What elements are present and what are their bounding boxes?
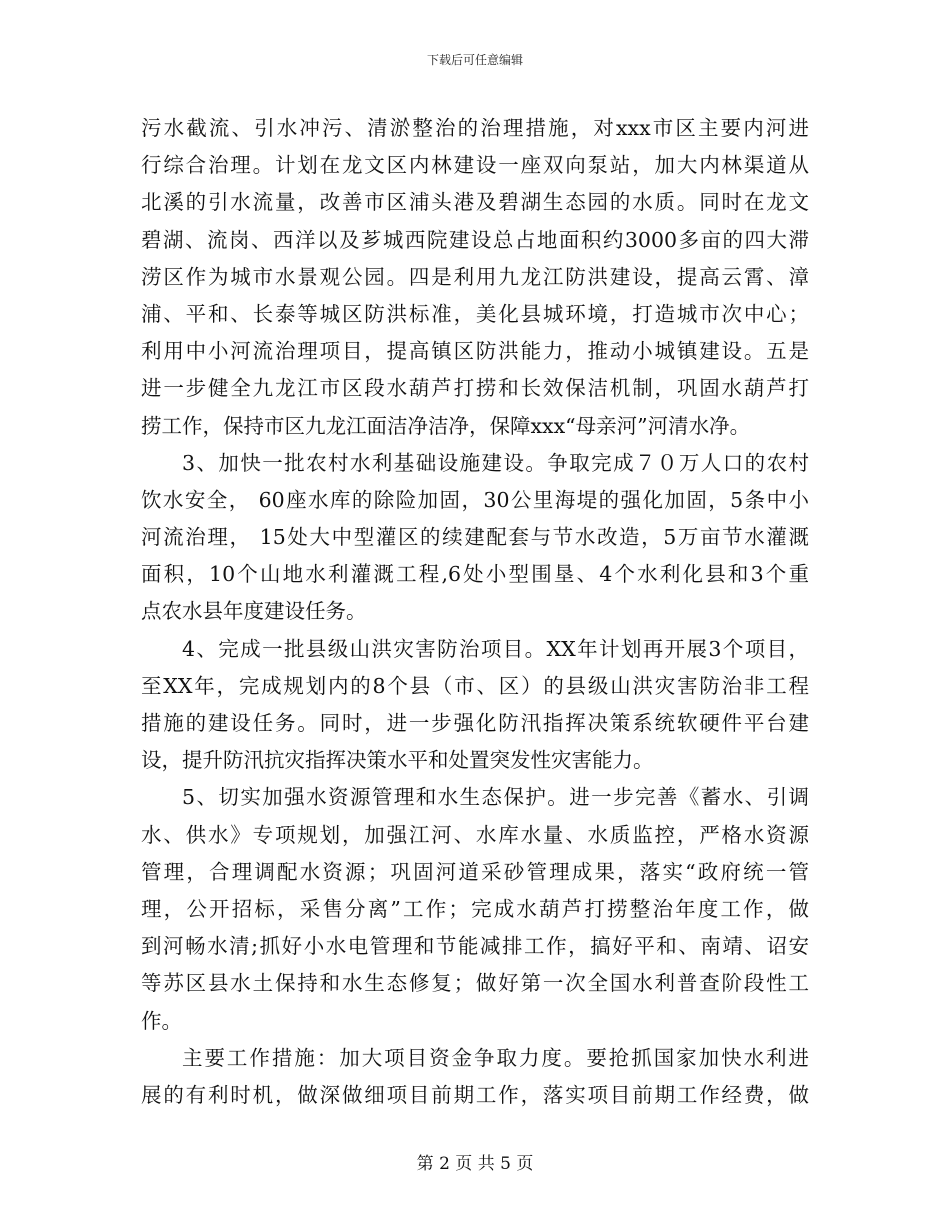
text-line: 污水截流、引水冲污、清淤整治的治理措施，对xxx市区主要内河进 [141,116,809,140]
text-line: 3、加快一批农村水利基础设施建设。争取完成７０万人口的农村 [182,450,809,475]
text-line: 等苏区县水土保持和水生态修复；做好第一次全国水利普查阶段性工 [141,971,809,996]
text-line: 作。 [141,1008,182,1033]
page-header: 下载后可任意编辑 [426,53,523,67]
text-line: 浦、平和、长泰等城区防洪标准，美化县城环境，打造城市次中心； [141,301,809,326]
text-line: 饮水安全， 60座水库的除险加固，30公里海堤的强化加固，5条中小 [141,487,809,512]
text-line: 4、完成一批县级山洪灾害防治项目。XX年计划再开展3个项目， [182,636,809,661]
text-line: 管理，合理调配水资源；巩固河道采砂管理成果，落实“政府统一管 [141,859,809,884]
text-line: 措施的建设任务。同时，进一步强化防汛指挥决策系统软硬件平台建 [141,711,809,735]
text-line: 理，公开招标，采售分离”工作；完成水葫芦打捞整治年度工作，做 [141,896,809,921]
text-line: 涝区作为城市水景观公园。四是利用九龙江防洪建设，提高云霄、漳 [141,264,809,289]
text-line: 利用中小河流治理项目，提高镇区防洪能力，推动小城镇建设。五是 [141,339,809,364]
text-line: 行综合治理。计划在龙文区内林建设一座双向泵站，加大内林渠道从 [141,153,809,178]
paragraph-1 [141,110,809,445]
text-line: 水、供水》专项规划，加强江河、水库水量、水质监控，严格水资源 [141,822,809,847]
text-line: 点农水县年度建设任务。 [141,599,367,624]
text-line: 进一步健全九龙江市区段水葫芦打捞和长效保洁机制，巩固水葫芦打 [141,376,809,401]
text-line: 设，提升防汛抗灾指挥决策水平和处置突发性灾害能力。 [141,748,654,773]
page-number-footer: 第 2 页 共 5 页 [416,1154,534,1174]
text-line: 至XX年，完成规划内的8个县（市、区）的县级山洪灾害防治非工程 [141,673,809,698]
text-line: 捞工作，保持市区九龙江面洁净洁净，保障xxx“母亲河”河清水净。 [141,413,751,438]
document-body [141,110,809,1114]
text-line: 北溪的引水流量，改善市区浦头港及碧湖生态园的水质。同时在龙文 [141,190,809,215]
paragraph-3 [141,631,809,780]
text-line: 碧湖、流岗、西洋以及芗城西院建设总占地面积约3000多亩的四大滞 [141,227,809,252]
text-line: 展的有利时机，做深做细项目前期工作，落实项目前期工作经费，做 [141,1082,809,1107]
paragraph-5 [141,1040,809,1114]
paragraph-4 [141,779,809,1039]
text-line: 河流治理， 15处大中型灌区的续建配套与节水改造，5万亩节水灌溉 [141,525,809,550]
text-line: 到河畅水清;抓好小水电管理和节能减排工作，搞好平和、南靖、诏安 [141,934,809,959]
text-line: 5、切实加强水资源管理和水生态保护。进一步完善《蓄水、引调 [182,785,809,810]
text-line: 面积，10个山地水利灌溉工程,6处小型围垦、4个水利化县和3个重 [141,562,809,587]
text-line: 主要工作措施：加大项目资金争取力度。要抢抓国家加快水利进 [182,1045,809,1070]
paragraph-2 [141,445,809,631]
